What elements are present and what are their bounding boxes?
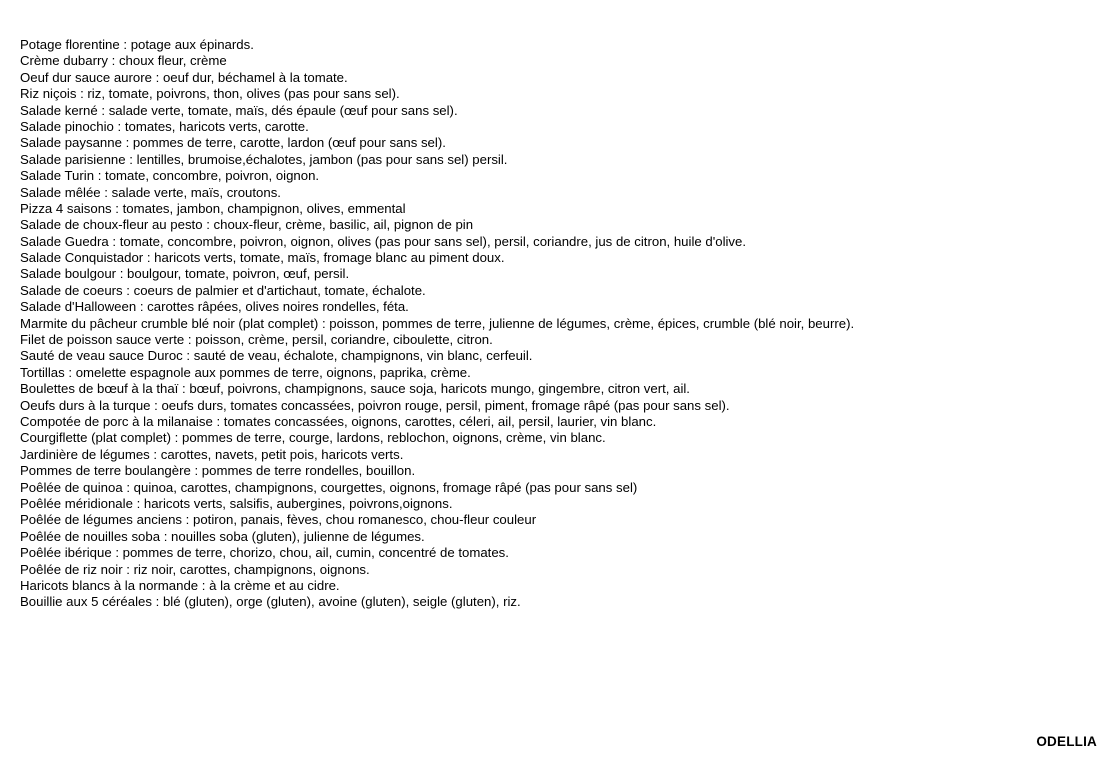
recipe-line: Sauté de veau sauce Duroc : sauté de veau, échalote, champignons, vin blanc, cerfeuil.	[20, 348, 533, 364]
recipe-line: Salade boulgour : boulgour, tomate, poivron, œuf, persil.	[20, 266, 350, 282]
recipe-line: Jardinière de légumes : carottes, navets, petit pois, haricots verts.	[20, 446, 404, 462]
recipe-line: Pizza 4 saisons : tomates, jambon, champignon, olives, emmental	[20, 200, 406, 216]
recipe-line: Salade Turin : tomate, concombre, poivron, oignon.	[20, 168, 320, 184]
recipe-line: Marmite du pâcheur crumble blé noir (plat complet) : poisson, pommes de terre, julienne de légumes, crème, épices, crumble (blé noir, beurre).	[20, 315, 855, 331]
brand-footer: ODELLIA	[1036, 734, 1097, 749]
recipe-line: Oeuf dur sauce aurore : oeuf dur, béchamel à la tomate.	[20, 69, 348, 85]
recipe-line: Poêlée ibérique : pommes de terre, chorizo, chou, ail, cumin, concentré de tomates.	[20, 545, 509, 561]
recipe-line: Crème dubarry : choux fleur, crème	[20, 53, 227, 69]
recipe-line: Poêlée de légumes anciens : potiron, panais, fèves, chou romanesco, chou-fleur couleur	[20, 512, 537, 528]
recipe-line: Boulettes de bœuf à la thaï : bœuf, poivrons, champignons, sauce soja, haricots mungo, gingembre, citron vert, ail.	[20, 381, 690, 397]
recipe-line: Salade Guedra : tomate, concombre, poivron, oignon, olives (pas pour sans sel), persil, coriandre, jus de citron, huile d'olive.	[20, 233, 747, 249]
recipe-line: Poêlée de quinoa : quinoa, carottes, champignons, courgettes, oignons, fromage râpé (pas pour sans sel)	[20, 479, 638, 495]
recipe-line: Poêlée de riz noir : riz noir, carottes, champignons, oignons.	[20, 561, 370, 577]
recipe-line: Salade kerné : salade verte, tomate, maïs, dés épaule (œuf pour sans sel).	[20, 102, 458, 118]
recipe-list	[20, 37, 854, 611]
recipe-line: Haricots blancs à la normande : à la crème et au cidre.	[20, 577, 340, 593]
recipe-line: Salade de choux-fleur au pesto : choux-fleur, crème, basilic, ail, pignon de pin	[20, 217, 474, 233]
recipe-line: Salade de coeurs : coeurs de palmier et d'artichaut, tomate, échalote.	[20, 282, 426, 298]
recipe-line: Salade mêlée : salade verte, maïs, croutons.	[20, 184, 281, 200]
recipe-line: Oeufs durs à la turque : oeufs durs, tomates concassées, poivron rouge, persil, piment, fromage râpé (pas pour sans sel).	[20, 397, 730, 413]
recipe-line: Poêlée méridionale : haricots verts, salsifis, aubergines, poivrons,oignons.	[20, 495, 453, 511]
recipe-line: Pommes de terre boulangère : pommes de terre rondelles, bouillon.	[20, 463, 416, 479]
recipe-line: Tortillas : omelette espagnole aux pommes de terre, oignons, paprika, crème.	[20, 364, 471, 380]
recipe-line: Salade parisienne : lentilles, brumoise,échalotes, jambon (pas pour sans sel) persil.	[20, 151, 508, 167]
recipe-line: Salade pinochio : tomates, haricots verts, carotte.	[20, 118, 309, 134]
recipe-line: Filet de poisson sauce verte : poisson, crème, persil, coriandre, ciboulette, citron.	[20, 332, 493, 348]
recipe-line: Salade d'Halloween : carottes râpées, olives noires rondelles, féta.	[20, 299, 409, 315]
recipe-line: Riz niçois : riz, tomate, poivrons, thon, olives (pas pour sans sel).	[20, 86, 400, 102]
recipe-line: Salade paysanne : pommes de terre, carotte, lardon (œuf pour sans sel).	[20, 135, 446, 151]
recipe-line: Courgiflette (plat complet) : pommes de terre, courge, lardons, reblochon, oignons, crème, vin blanc.	[20, 430, 606, 446]
recipe-line: Bouillie aux 5 céréales : blé (gluten), orge (gluten), avoine (gluten), seigle (gluten), riz.	[20, 594, 521, 610]
recipe-line: Poêlée de nouilles soba : nouilles soba (gluten), julienne de légumes.	[20, 528, 425, 544]
recipe-line: Salade Conquistador : haricots verts, tomate, maïs, fromage blanc au piment doux.	[20, 250, 505, 266]
recipe-line: Potage florentine : potage aux épinards.	[20, 37, 254, 52]
recipe-line: Compotée de porc à la milanaise : tomates concassées, oignons, carottes, céleri, ail, persil, laurier, vin blanc.	[20, 413, 657, 429]
